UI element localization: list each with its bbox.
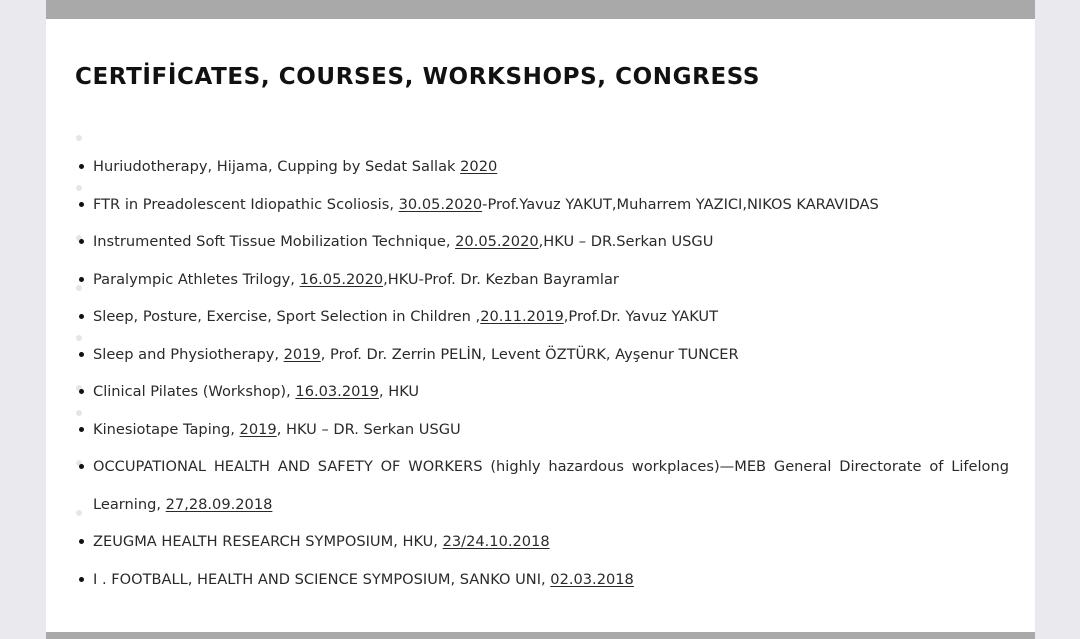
item-date-link[interactable]: 2019 bbox=[239, 420, 277, 438]
item-text: ZEUGMA HEALTH RESEARCH SYMPOSIUM, HKU, bbox=[93, 533, 443, 550]
list-item bbox=[75, 261, 1009, 299]
item-text: Paralympic Athletes Trilogy, bbox=[93, 270, 300, 288]
item-text: Huriudotherapy, Hijama, Cupping by Sedat Sallak bbox=[93, 158, 461, 175]
item-text-after: , HKU – DR. Serkan USGU bbox=[276, 420, 461, 438]
list-item bbox=[75, 373, 1009, 411]
item-text: Sleep and Physiotherapy, bbox=[93, 345, 284, 363]
item-date-link[interactable]: 30.05.2020 bbox=[398, 195, 483, 213]
certificates-list bbox=[75, 148, 1009, 598]
item-date-link[interactable]: 2019 bbox=[283, 345, 321, 363]
item-text: FTR in Preadolescent Idiopathic Scoliosis, bbox=[93, 195, 399, 213]
list-item bbox=[75, 186, 1009, 224]
item-text: Kinesiotape Taping, bbox=[93, 420, 240, 438]
item-text: OCCUPATIONAL HEALTH AND SAFETY OF WORKERS (highly hazardous workplaces)—MEB General Directorate of Lifelong Learning, bbox=[93, 458, 1009, 513]
item-text: Clinical Pilates (Workshop), bbox=[93, 383, 296, 400]
item-date-link[interactable]: 20.05.2020 bbox=[455, 233, 539, 250]
item-text-after: ,HKU – DR.Serkan USGU bbox=[538, 233, 714, 250]
item-text: Sleep, Posture, Exercise, Sport Selection in Children , bbox=[93, 308, 481, 325]
list-item bbox=[75, 523, 1009, 561]
list-item bbox=[75, 561, 1009, 599]
list-item bbox=[75, 336, 1009, 374]
list-item bbox=[75, 298, 1009, 336]
top-divider-bar bbox=[46, 0, 1035, 19]
item-text-after: ,Prof.Dr. Yavuz YAKUT bbox=[563, 308, 719, 325]
list-item bbox=[75, 148, 1009, 186]
item-date-link[interactable]: 23/24.10.2018 bbox=[442, 533, 550, 550]
item-date-link[interactable]: 2020 bbox=[460, 158, 498, 175]
item-text: I . FOOTBALL, HEALTH AND SCIENCE SYMPOSIUM, SANKO UNI, bbox=[93, 570, 551, 588]
item-date-link[interactable]: 27,28.09.2018 bbox=[165, 495, 273, 513]
item-date-link[interactable]: 20.11.2019 bbox=[480, 308, 564, 325]
list-item bbox=[75, 448, 1009, 523]
section-heading: CERTİFİCATES, COURSES, WORKSHOPS, CONGRESS bbox=[75, 64, 761, 90]
item-text: Instrumented Soft Tissue Mobilization Technique, bbox=[93, 233, 456, 250]
list-item bbox=[75, 411, 1009, 449]
item-text-after: , HKU bbox=[378, 383, 420, 400]
item-date-link[interactable]: 16.03.2019 bbox=[295, 383, 379, 400]
content-page bbox=[46, 0, 1035, 639]
faint-bullet-dot bbox=[76, 135, 82, 141]
list-item bbox=[75, 223, 1009, 261]
item-text-after: -Prof.Yavuz YAKUT,Muharrem YAZICI,NIKOS KARAVIDAS bbox=[482, 195, 879, 213]
item-date-link[interactable]: 16.05.2020 bbox=[299, 270, 384, 288]
item-text-after: , Prof. Dr. Zerrin PELİN, Levent ÖZTÜRK, Ayşenur TUNCER bbox=[320, 345, 739, 363]
item-text-after: ,HKU-Prof. Dr. Kezban Bayramlar bbox=[383, 270, 619, 288]
item-date-link[interactable]: 02.03.2018 bbox=[550, 570, 634, 588]
bottom-divider-bar bbox=[46, 632, 1035, 639]
